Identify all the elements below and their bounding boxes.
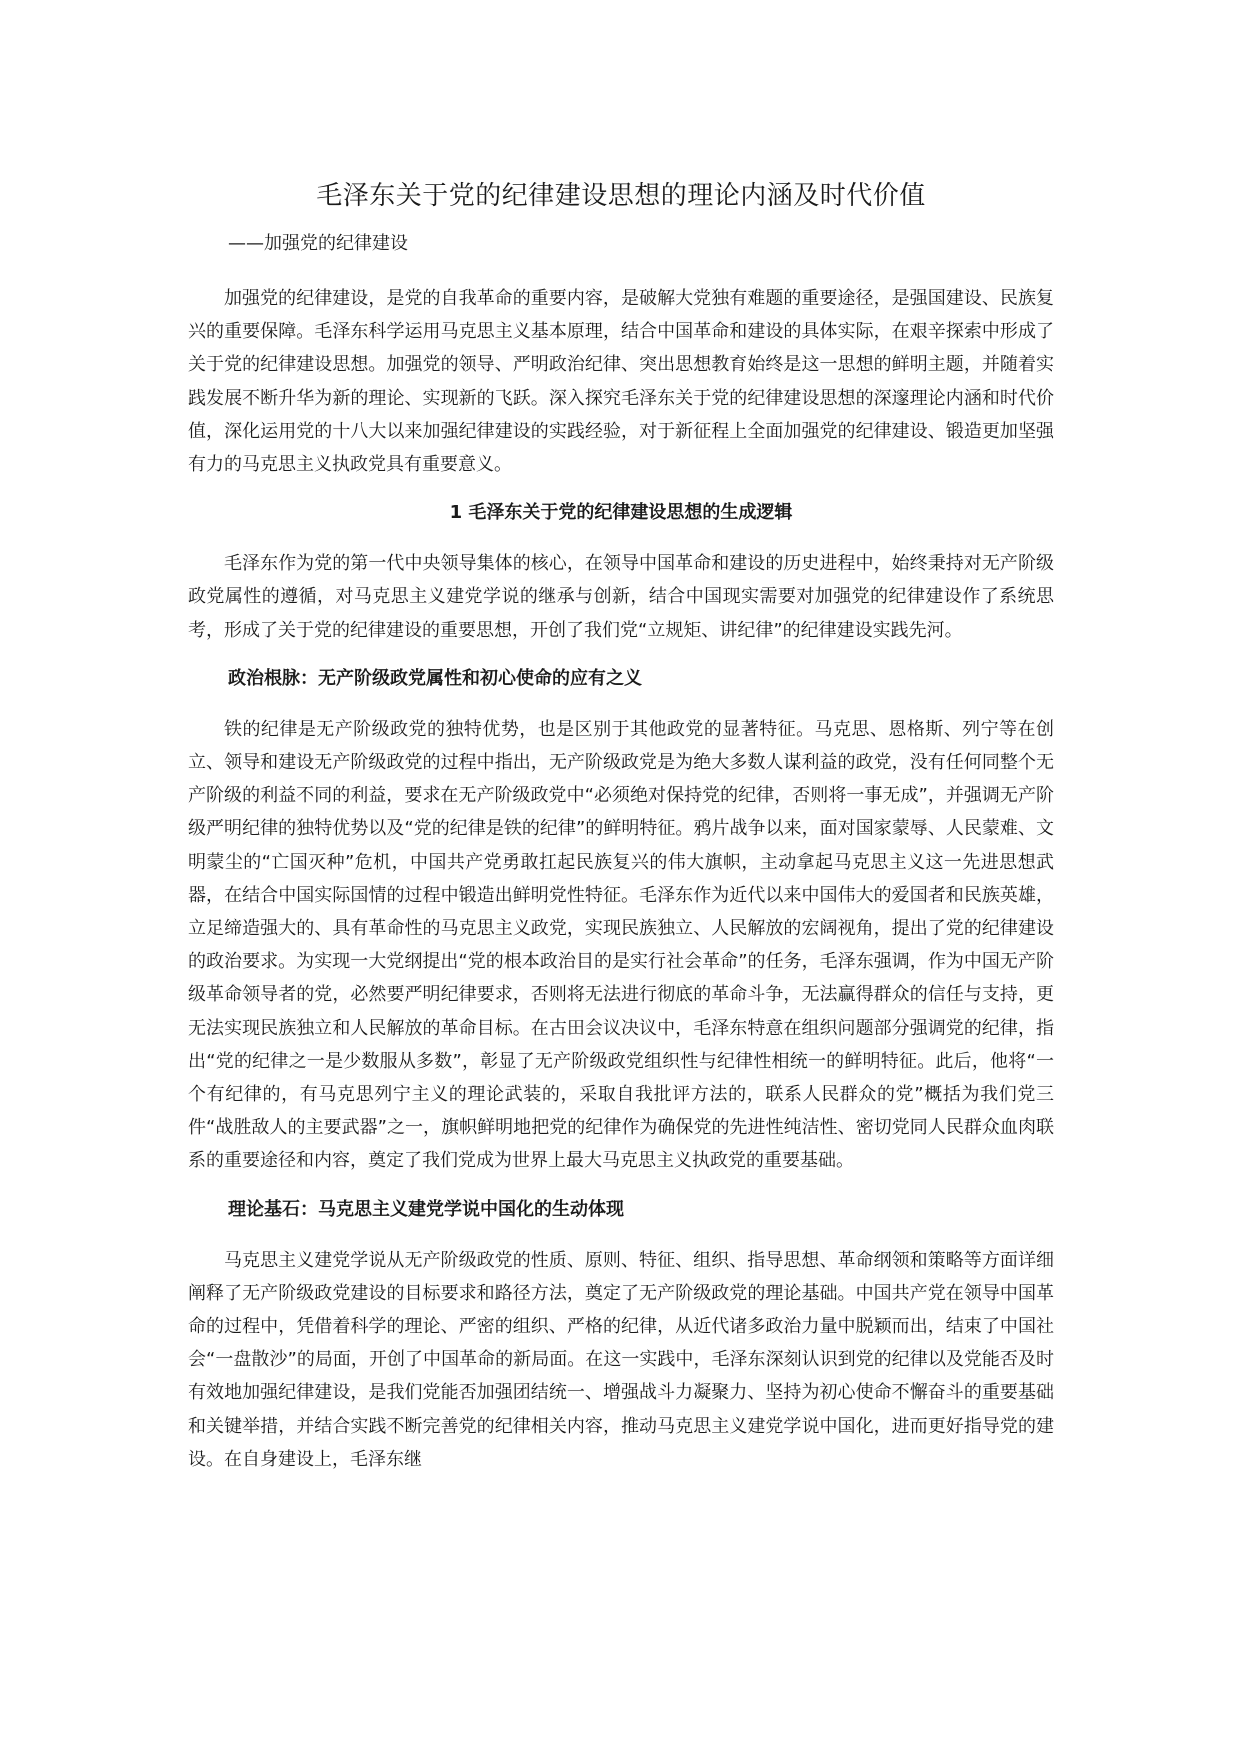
document-subtitle: ——加强党的纪律建设 (228, 233, 408, 254)
subsection-political-roots-heading: 政治根脉：无产阶级政党属性和初心使命的应有之义 (228, 667, 642, 689)
document-title: 毛泽东关于党的纪律建设思想的理论内涵及时代价值 (316, 181, 926, 211)
subsection-theoretical-foundation-paragraph: 马克思主义建党学说从无产阶级政党的性质、原则、特征、组织、指导思想、革命纲领和策略等方面详细阐释了无产阶级政党建设的目标要求和路径方法，奠定了无产阶级政党的理论基础。中国共产党在领导中国革命的过程中，凭借着科学的理论、严密的组织、严格的纪律，从近代诸多政治力量中脱颖而出，结束了中国社会“一盘散沙”的局面，开创了中国革命的新局面。在这一实践中，毛泽东深刻认识到党的纪律以及党能否及时有效地加强纪律建设，是我们党能否加强团结统一、增强战斗力凝聚力、坚持为初心使命不懈奋斗的重要基础和关键举措，并结合实践不断完善党的纪律相关内容，推动马克思主义建党学说中国化，进而更好指导党的建设。在自身建设上，毛泽东继 (188, 1249, 1054, 1470)
subsection-theoretical-foundation-heading: 理论基石：马克思主义建党学说中国化的生动体现 (228, 1198, 624, 1220)
subsection-political-roots-paragraph: 铁的纪律是无产阶级政党的独特优势，也是区别于其他政党的显著特征。马克思、恩格斯、列宁等在创立、领导和建设无产阶级政党的过程中指出，无产阶级政党是为绝大多数人谋利益的政党，没有任何同整个无产阶级的利益不同的利益，要求在无产阶级政党中“必须绝对保持党的纪律，否则将一事无成”，并强调无产阶级严明纪律的独特优势以及“党的纪律是铁的纪律”的鲜明特征。鸦片战争以来，面对国家蒙辱、人民蒙难、文明蒙尘的“亡国灭种”危机，中国共产党勇敢扛起民族复兴的伟大旗帜，主动拿起马克思主义这一先进思想武器，在结合中国实际国情的过程中锻造出鲜明党性特征。毛泽东作为近代以来中国伟大的爱国者和民族英雄，立足缔造强大的、具有革命性的马克思主义政党，实现民族独立、人民解放的宏阔视角，提出了党的纪律建设的政治要求。为实现一大党纲提出“党的根本政治目的是实行社会革命”的任务，毛泽东强调，作为中国无产阶级革命领导者的党，必然要严明纪律要求，否则将无法进行彻底的革命斗争，无法赢得群众的信任与支持，更无法实现民族独立和人民解放的革命目标。在古田会议决议中，毛泽东特意在组织问题部分强调党的纪律，指出“党的纪律之一是少数服从多数”，彰显了无产阶级政党组织性与纪律性相统一的鲜明特征。此后，他将“一个有纪律的，有马克思列宁主义的理论武装的，采取自我批评方法的，联系人民群众的党”概括为我们党三件“战胜敌人的主要武器”之一，旗帜鲜明地把党的纪律作为确保党的先进性纯洁性、密切党同人民群众血肉联系的重要途径和内容，奠定了我们党成为世界上最大马克思主义执政党的重要基础。 (188, 718, 1054, 1172)
intro-paragraph: 加强党的纪律建设，是党的自我革命的重要内容，是破解大党独有难题的重要途径，是强国建设、民族复兴的重要保障。毛泽东科学运用马克思主义基本原理，结合中国革命和建设的具体实际，在艰辛探索中形成了关于党的纪律建设思想。加强党的领导、严明政治纪律、突出思想教育始终是这一思想的鲜明主题，并随着实践发展不断升华为新的理论、实现新的飞跃。深入探究毛泽东关于党的纪律建设思想的深邃理论内涵和时代价值，深化运用党的十八大以来加强纪律建设的实践经验，对于新征程上全面加强党的纪律建设、锻造更加坚强有力的马克思主义执政党具有重要意义。 (188, 288, 1054, 476)
section-1-intro-paragraph: 毛泽东作为党的第一代中央领导集体的核心，在领导中国革命和建设的历史进程中，始终秉持对无产阶级政党属性的遵循，对马克思主义建党学说的继承与创新，结合中国现实需要对加强党的纪律建设作了系统思考，形成了关于党的纪律建设的重要思想，开创了我们党“立规矩、讲纪律”的纪律建设实践先河。 (188, 553, 1054, 641)
section-1-heading: 1 毛泽东关于党的纪律建设思想的生成逻辑 (449, 502, 793, 524)
document-content (188, 176, 1054, 1492)
